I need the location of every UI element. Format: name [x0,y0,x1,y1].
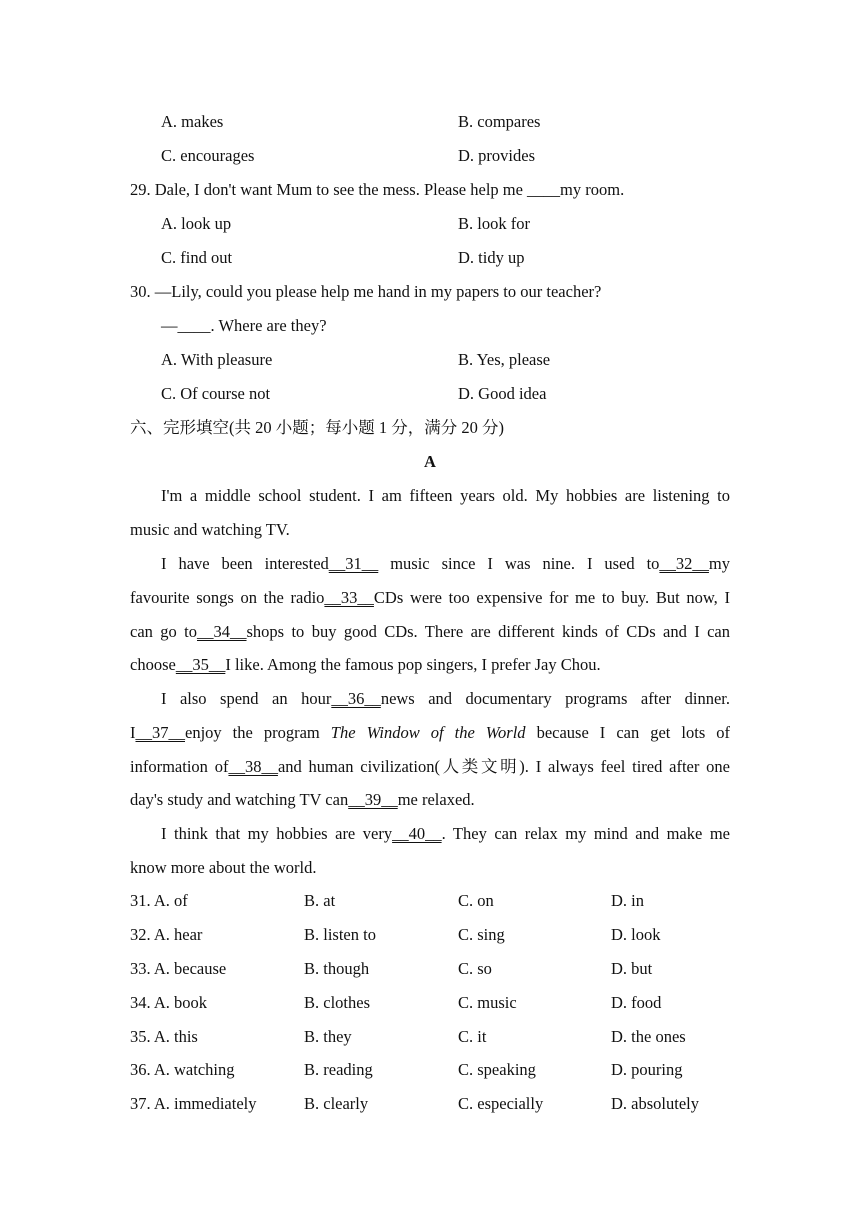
passage-line [130,588,730,608]
q29-option-d: D. tidy up [458,248,525,267]
option-34-c: C. music [458,993,517,1012]
q29-stem: 29. Dale, I don't want Mum to see the mess. Please help me ____my room. [130,180,625,199]
passage-line [130,655,601,675]
blank-36: __36__ [331,689,381,708]
passage-line [130,622,730,642]
passage-text: CDs were too expensive for me to buy. But now, I [373,588,730,607]
q30-option-c: C. Of course not [161,384,271,403]
option-35-c: C. it [458,1027,487,1046]
passage-text: I like. Among the famous pop singers, I prefer Jay Chou. [225,655,601,674]
program-title: The Window of the World [330,723,526,742]
passage-line: I'm a middle school student. I am fifteen years old. My hobbies are listening to [161,486,730,505]
option-32-b: B. listen to [304,925,376,944]
blank-31: __31__ [328,554,379,573]
blank-34: __34__ [197,622,247,641]
option-33-c: C. so [458,959,492,978]
blank-32: __32__ [659,554,709,573]
q29-option-c: C. find out [161,248,233,267]
passage-line: know more about the world. [130,858,317,877]
option-32-d: D. look [611,925,661,944]
passage-text: . They can relax my mind and make me [441,824,730,843]
option-32-c: C. sing [458,925,505,944]
passage-line [161,689,730,709]
passage-line [161,824,730,844]
passage-line [161,554,730,574]
passage-text: information of [130,757,229,776]
q30-option-d: D. Good idea [458,384,547,403]
q29-option-a: A. look up [161,214,232,233]
blank-33: __33__ [324,588,374,607]
passage-line [130,790,475,810]
option-31-c: C. on [458,891,494,910]
q30-stem: 30. —Lily, could you please help me hand in my papers to our teacher? [130,282,602,301]
passage-text: can go to [130,622,197,641]
blank-35: __35__ [175,655,226,674]
passage-text: music since I was nine. I used to [390,554,660,573]
passage-text: shops to buy good CDs. There are different kinds of CDs and I can [246,622,730,641]
option-37-b: B. clearly [304,1094,369,1113]
q30-option-a: A. With pleasure [161,350,273,369]
q28-option-c: C. encourages [161,146,255,165]
q29-option-b: B. look for [458,214,530,233]
option-36-d: D. pouring [611,1060,683,1079]
option-35-a: 35. A. this [130,1027,198,1046]
passage-text: because I can get lots of [536,723,731,742]
passage-text: enjoy the program [185,723,320,742]
passage-part-label: A [424,452,436,471]
passage-text: news and documentary programs after dinner. [380,689,730,708]
option-32-a: 32. A. hear [130,925,203,944]
passage-text: I have been interested [161,554,329,573]
option-37-a: 37. A. immediately [130,1094,257,1113]
passage-text: I think that my hobbies are very [161,824,393,843]
option-36-c: C. speaking [458,1060,536,1079]
q30-reply: —____. Where are they? [161,316,327,335]
option-34-d: D. food [611,993,662,1012]
option-31-a: 31. A. of [130,891,188,910]
option-33-b: B. though [304,959,370,978]
q30-option-b: B. Yes, please [458,350,551,369]
section-heading: 六、完形填空(共 20 小题；每小题 1 分，满分 20 分) [130,418,504,437]
option-31-b: B. at [304,891,336,910]
option-34-a: 34. A. book [130,993,208,1012]
passage-text: I [130,723,136,742]
passage-line [130,723,730,743]
passage-text: and human civilization(人类文明). I always feel tired after one [277,757,730,776]
passage-line: music and watching TV. [130,520,290,539]
option-36-a: 36. A. watching [130,1060,235,1079]
option-35-d: D. the ones [611,1027,686,1046]
option-33-a: 33. A. because [130,959,227,978]
option-31-d: D. in [611,891,644,910]
option-37-c: C. especially [458,1094,544,1113]
q28-option-b: B. compares [458,112,541,131]
option-37-d: D. absolutely [611,1094,699,1113]
passage-text: me relaxed. [397,790,475,809]
passage-text: I also spend an hour [161,689,332,708]
passage-text: my [708,554,731,573]
passage-text: day's study and watching TV can [130,790,349,809]
blank-38: __38__ [228,757,278,776]
option-34-b: B. clothes [304,993,370,1012]
passage-text: choose [130,655,176,674]
passage-line [130,757,730,777]
option-35-b: B. they [304,1027,352,1046]
option-36-b: B. reading [304,1060,373,1079]
blank-40: __40__ [392,824,442,843]
q28-option-a: A. makes [161,112,224,131]
q28-option-d: D. provides [458,146,535,165]
option-33-d: D. but [611,959,653,978]
passage-text: favourite songs on the radio [130,588,325,607]
blank-39: __39__ [348,790,398,809]
blank-37: __37__ [135,723,185,742]
